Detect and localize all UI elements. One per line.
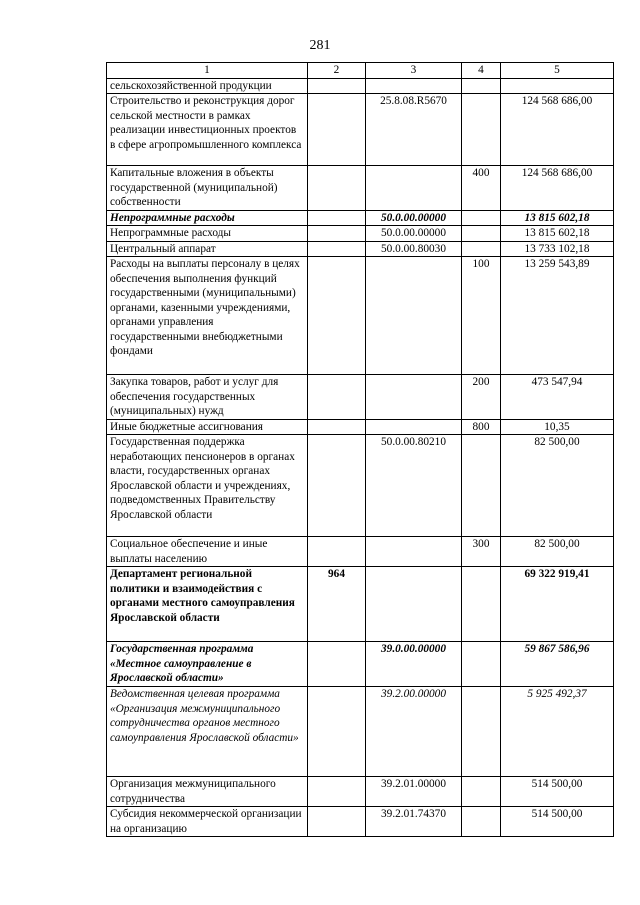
table-row [107, 687, 614, 777]
table-row [107, 257, 614, 375]
row-amount-cell: 5 925 492,37 [501, 687, 614, 777]
row-target-article-cell [366, 419, 462, 435]
row-target-article-cell: 39.2.01.00000 [366, 777, 462, 807]
row-expense-type-cell: 800 [462, 419, 501, 435]
table-row [107, 567, 614, 642]
row-name-cell: Расходы на выплаты персоналу в целях обеспечения выполнения функций государственными (муниципальными) органами, казенными учреждениями, органами управления государственными внебюджетными фондами [107, 257, 308, 375]
row-department-code-cell [308, 419, 366, 435]
row-target-article-cell: 39.2.00.00000 [366, 687, 462, 777]
header-col-5: 5 [501, 63, 614, 79]
row-expense-type-cell: 200 [462, 375, 501, 420]
row-amount-cell: 124 568 686,00 [501, 166, 614, 211]
row-department-code-cell [308, 210, 366, 226]
row-name-cell: Ведомственная целевая программа «Организация межмуниципального сотрудничества органов местного самоуправления Ярославской области» [107, 687, 308, 777]
row-amount-cell: 59 867 586,96 [501, 642, 614, 687]
row-department-code-cell [308, 807, 366, 837]
row-target-article-cell [366, 78, 462, 94]
row-expense-type-cell [462, 78, 501, 94]
row-name-cell: Закупка товаров, работ и услуг для обеспечения государственных (муниципальных) нужд [107, 375, 308, 420]
header-col-2: 2 [308, 63, 366, 79]
row-expense-type-cell [462, 94, 501, 166]
row-name-cell: Капитальные вложения в объекты государственной (муниципальной) собственности [107, 166, 308, 211]
table-row [107, 78, 614, 94]
row-target-article-cell [366, 166, 462, 211]
row-department-code-cell [308, 257, 366, 375]
table-row [107, 226, 614, 242]
row-amount-cell: 124 568 686,00 [501, 94, 614, 166]
row-expense-type-cell [462, 642, 501, 687]
row-target-article-cell: 50.0.00.80210 [366, 435, 462, 537]
row-amount-cell: 514 500,00 [501, 777, 614, 807]
table-row [107, 642, 614, 687]
row-name-cell: Социальное обеспечение и иные выплаты населению [107, 537, 308, 567]
row-expense-type-cell [462, 241, 501, 257]
row-name-cell: Непрограммные расходы [107, 210, 308, 226]
row-expense-type-cell: 100 [462, 257, 501, 375]
row-name-cell: Субсидия некоммерческой организации на организацию [107, 807, 308, 837]
row-target-article-cell: 39.0.00.00000 [366, 642, 462, 687]
row-department-code-cell [308, 777, 366, 807]
row-amount-cell: 13 733 102,18 [501, 241, 614, 257]
row-name-cell: Государственная программа «Местное самоуправление в Ярославской области» [107, 642, 308, 687]
row-department-code-cell [308, 642, 366, 687]
row-target-article-cell: 50.0.00.00000 [366, 226, 462, 242]
row-department-code-cell: 964 [308, 567, 366, 642]
row-name-cell: Государственная поддержка неработающих пенсионеров в органах власти, государственных органах Ярославской области и учреждениях, подведомственных Правительству Ярославской области [107, 435, 308, 537]
row-expense-type-cell [462, 807, 501, 837]
row-amount-cell: 10,35 [501, 419, 614, 435]
table-row [107, 435, 614, 537]
row-expense-type-cell [462, 777, 501, 807]
row-target-article-cell: 50.0.00.80030 [366, 241, 462, 257]
header-col-4: 4 [462, 63, 501, 79]
table-row [107, 94, 614, 166]
row-target-article-cell [366, 567, 462, 642]
row-expense-type-cell: 300 [462, 537, 501, 567]
row-expense-type-cell [462, 567, 501, 642]
row-name-cell: Организация межмуниципального сотрудничества [107, 777, 308, 807]
row-expense-type-cell [462, 435, 501, 537]
table-row [107, 375, 614, 420]
row-amount-cell: 473 547,94 [501, 375, 614, 420]
table-row [107, 166, 614, 211]
row-amount-cell: 514 500,00 [501, 807, 614, 837]
row-target-article-cell [366, 375, 462, 420]
row-amount-cell: 13 259 543,89 [501, 257, 614, 375]
table-row [107, 537, 614, 567]
row-expense-type-cell [462, 226, 501, 242]
row-name-cell: Иные бюджетные ассигнования [107, 419, 308, 435]
row-department-code-cell [308, 94, 366, 166]
page-number: 281 [309, 38, 331, 53]
header-col-3: 3 [366, 63, 462, 79]
row-department-code-cell [308, 78, 366, 94]
row-target-article-cell [366, 537, 462, 567]
row-amount-cell: 13 815 602,18 [501, 226, 614, 242]
row-expense-type-cell: 400 [462, 166, 501, 211]
row-target-article-cell: 25.8.08.R5670 [366, 94, 462, 166]
row-department-code-cell [308, 687, 366, 777]
row-amount-cell: 82 500,00 [501, 435, 614, 537]
row-target-article-cell: 50.0.00.00000 [366, 210, 462, 226]
row-name-cell: Непрограммные расходы [107, 226, 308, 242]
row-department-code-cell [308, 166, 366, 211]
row-amount-cell: 13 815 602,18 [501, 210, 614, 226]
row-target-article-cell [366, 257, 462, 375]
row-name-cell: Строительство и реконструкция дорог сельской местности в рамках реализации инвестиционных проектов в сфере агропромышленного комплекса [107, 94, 308, 166]
row-target-article-cell: 39.2.01.74370 [366, 807, 462, 837]
row-department-code-cell [308, 241, 366, 257]
table-row [107, 241, 614, 257]
row-department-code-cell [308, 435, 366, 537]
row-name-cell: сельскохозяйственной продукции [107, 78, 308, 94]
row-name-cell: Центральный аппарат [107, 241, 308, 257]
row-department-code-cell [308, 537, 366, 567]
budget-table [106, 62, 614, 837]
table-row [107, 807, 614, 837]
header-col-1: 1 [107, 63, 308, 79]
row-amount-cell [501, 78, 614, 94]
table-row [107, 419, 614, 435]
row-expense-type-cell [462, 687, 501, 777]
table-header-row [107, 63, 614, 79]
table-row [107, 210, 614, 226]
row-department-code-cell [308, 375, 366, 420]
row-amount-cell: 82 500,00 [501, 537, 614, 567]
row-department-code-cell [308, 226, 366, 242]
row-name-cell: Департамент региональной политики и взаимодействия с органами местного самоуправления Ярославской области [107, 567, 308, 642]
table-row [107, 777, 614, 807]
row-expense-type-cell [462, 210, 501, 226]
row-amount-cell: 69 322 919,41 [501, 567, 614, 642]
